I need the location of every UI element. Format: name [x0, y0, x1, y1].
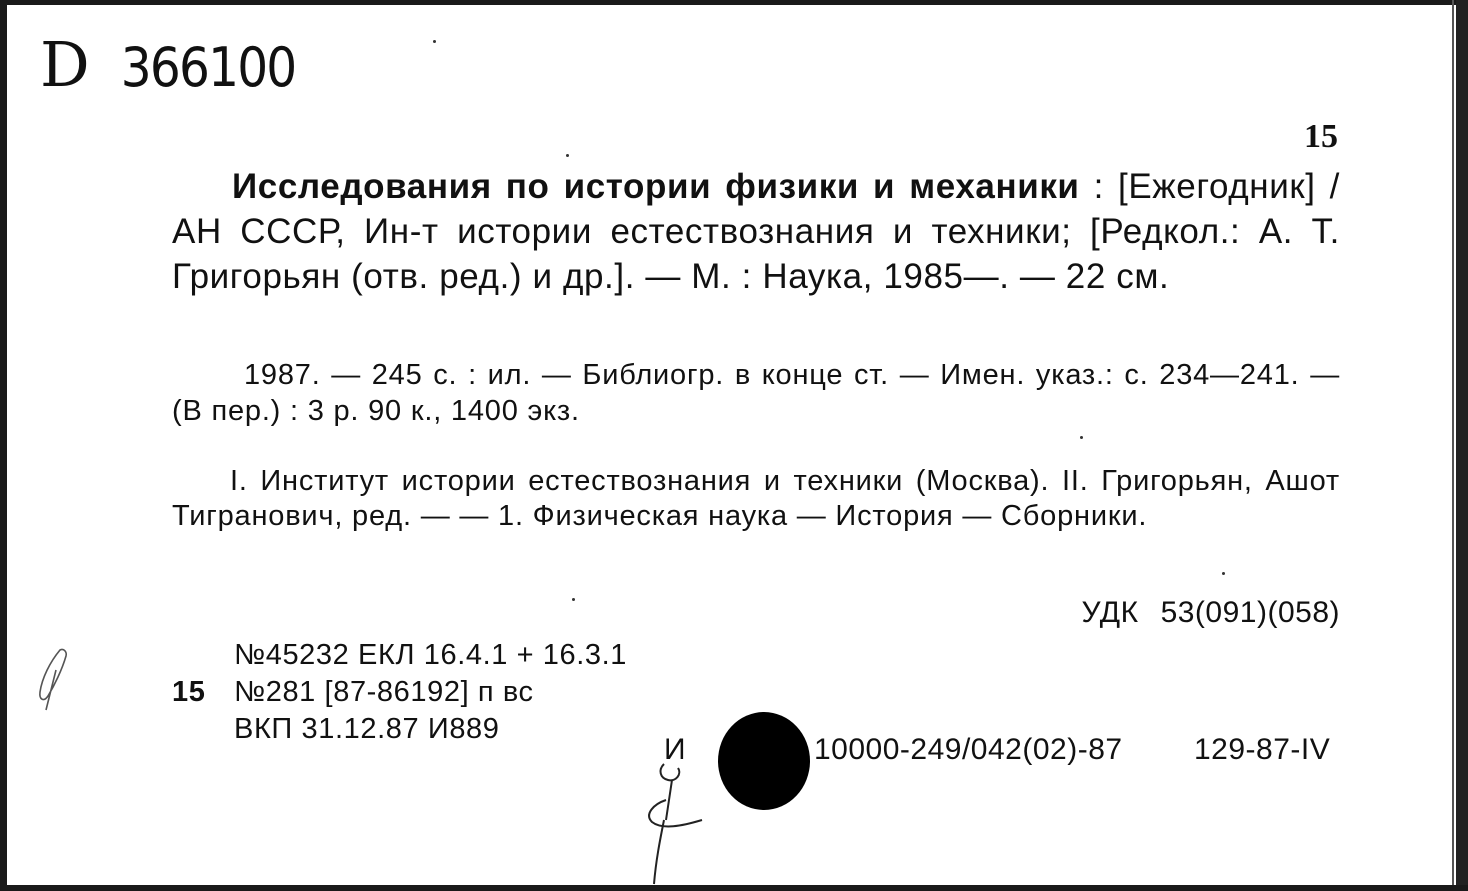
call-number-letter: D [40, 28, 91, 101]
punch-hole [718, 712, 810, 810]
paper-speck [1222, 572, 1225, 575]
index-letter: И [664, 733, 687, 766]
pencil-mark-icon [20, 640, 100, 720]
entry-description: : [Ежегодник] / АН СССР, Ин-т истории естествознания и техники; [Редкол.: А. Т. Григорьян (отв. ред.) и др.]. — М. : Наука, 1985—. — 22 см. [172, 167, 1340, 296]
udk-value: 53(091)(058) [1160, 596, 1340, 629]
paper-speck [572, 598, 575, 601]
signature-mark-icon [636, 760, 726, 886]
entry-title: Исследования по истории физики и механики [232, 167, 1080, 206]
index-code: 10000-249/042(02)-87 [814, 733, 1123, 766]
call-number [40, 28, 305, 101]
call-number-digits: 366100 [120, 36, 296, 99]
card-border-right-inner [1452, 0, 1454, 891]
paper-speck [566, 154, 569, 157]
card-border-right [1456, 0, 1468, 891]
accession-text: №281 [87-86192] п вс [234, 676, 534, 708]
card-border-left [0, 0, 7, 891]
page-number: 15 [1304, 118, 1338, 155]
publication-details: 1987. — 245 с. : ил. — Библиогр. в конце ст. — Имен. указ.: с. 234—241. — (В пер.) : 3 р. 90 к., 1400 экз. [172, 359, 1340, 427]
udk-classification [1004, 596, 1340, 630]
paper-speck [1080, 436, 1083, 439]
paper-speck [433, 40, 436, 43]
udk-label: УДК [1081, 596, 1139, 629]
accession-text: №45232 ЕКЛ 16.4.1 + 16.3.1 [234, 639, 628, 671]
subject-tracings: I. Институт истории естествознания и техники (Москва). II. Григорьян, Ашот Тигранович, ред. — — 1. Физическая наука — История — Сборники. [172, 465, 1340, 532]
accession-prefix: 15 [172, 676, 206, 708]
accession-text: ВКП 31.12.87 И889 [234, 713, 500, 745]
card-border-bottom [0, 885, 1468, 891]
card-border-top [0, 0, 1468, 5]
main-entry [172, 164, 1340, 299]
price-code: 129-87-IV [1194, 733, 1331, 766]
